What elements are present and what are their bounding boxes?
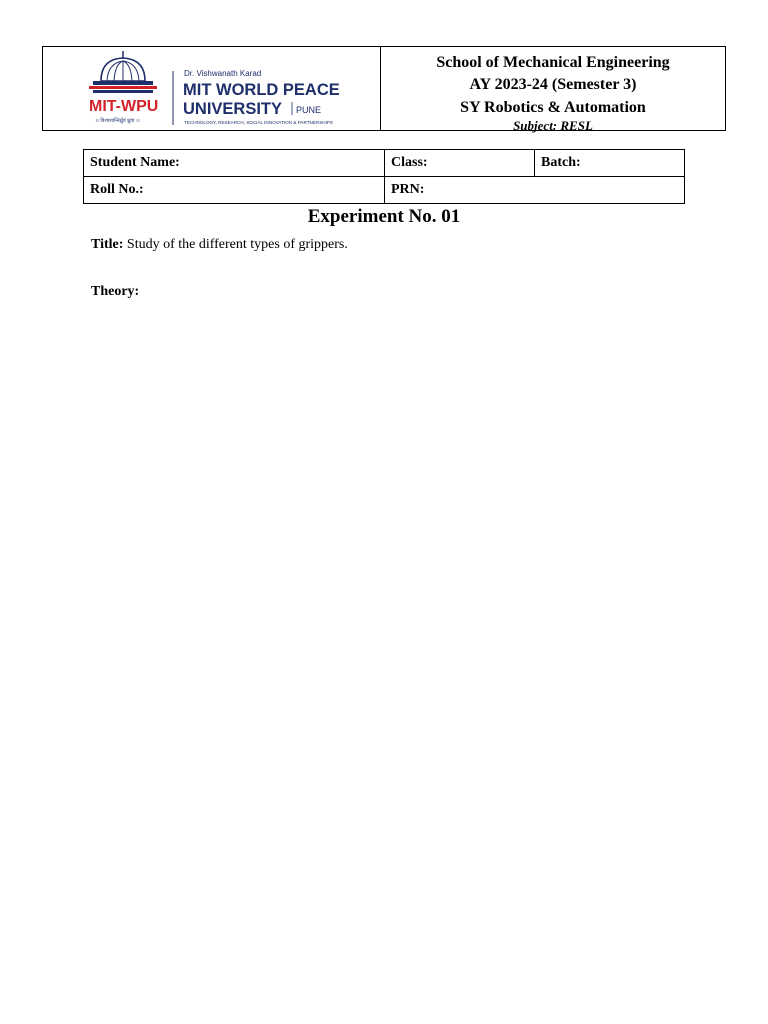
prn-field[interactable]: PRN: <box>385 177 685 204</box>
subject-line: Subject: RESL <box>513 118 593 133</box>
dome-icon <box>89 51 157 93</box>
header-info <box>381 47 725 133</box>
mit-wpu-logo <box>87 49 377 129</box>
table-row <box>84 150 685 177</box>
title-label: Title: <box>91 237 124 252</box>
logo-cell <box>43 47 381 130</box>
academic-year: AY 2023-24 (Semester 3) <box>469 76 637 93</box>
experiment-title <box>91 237 348 253</box>
mit-wpu-short-name: MIT-WPU <box>89 98 159 115</box>
batch-field[interactable]: Batch: <box>535 150 685 177</box>
table-row <box>84 177 685 204</box>
document-header <box>42 46 726 131</box>
school-name: School of Mechanical Engineering <box>436 54 670 71</box>
title-text: Study of the different types of grippers. <box>123 237 348 252</box>
student-info-table <box>83 149 685 204</box>
logo-founder: Dr. Vishwanath Karad <box>184 69 262 78</box>
logo-name-line1: MIT WORLD PEACE <box>183 81 340 99</box>
experiment-heading: Experiment No. 01 <box>307 206 461 227</box>
logo-city: PUNE <box>296 105 322 115</box>
logo-tagline: TECHNOLOGY, RESEARCH, SOCIAL INNOVATION & PARTNERSHIPS <box>184 120 333 125</box>
roll-no-field[interactable]: Roll No.: <box>84 177 385 204</box>
theory-label: Theory: <box>91 284 140 299</box>
logo-motto: ।। विश्वशान्तिर्ध्रुवं ध्रुवा ।। <box>95 118 140 124</box>
class-field[interactable]: Class: <box>385 150 535 177</box>
student-name-field[interactable]: Student Name: <box>84 150 385 177</box>
logo-name-line2: UNIVERSITY <box>183 100 283 118</box>
program-name: SY Robotics & Automation <box>460 99 646 116</box>
